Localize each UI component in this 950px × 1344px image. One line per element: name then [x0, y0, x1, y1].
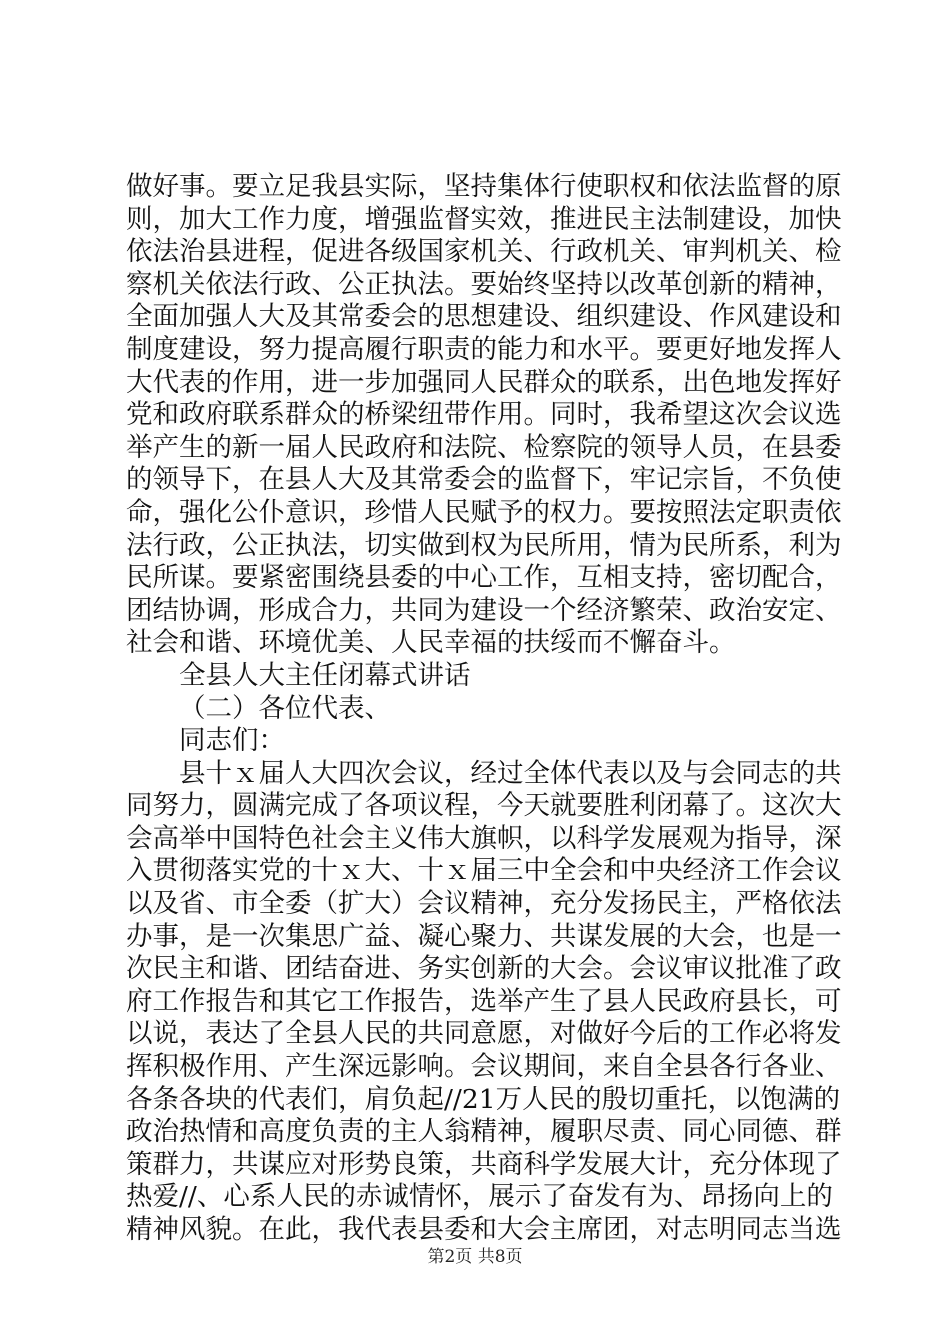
text-line: 依法治县进程，促进各级国家机关、行政机关、审判机关、检 — [126, 236, 842, 268]
text-line: 举产生的新一届人民政府和法院、检察院的领导人员，在县委 — [126, 431, 842, 463]
text-line: 法行政，公正执法，切实做到权为民所用，情为民所系，利为 — [126, 529, 842, 561]
text-line: 县十ｘ届人大四次会议，经过全体代表以及与会同志的共 — [179, 757, 842, 789]
text-line: 的领导下，在县人大及其常委会的监督下，牢记宗旨，不负使 — [126, 464, 842, 496]
text-line: 做好事。要立足我县实际，坚持集体行使职权和依法监督的原 — [126, 171, 842, 202]
text-line: 社会和谐、环境优美、人民幸福的扶绥而不懈奋斗。 — [126, 627, 736, 659]
text-line: 策群力，共谋应对形势良策，共商科学发展大计，充分体现了 — [126, 1148, 842, 1180]
text-line: 政治热情和高度负责的主人翁精神，履职尽责、同心同德、群 — [126, 1116, 842, 1148]
text-line: 会高举中国特色社会主义伟大旗帜，以科学发展观为指导，深 — [126, 822, 842, 854]
text-line: 民所谋。要紧密围绕县委的中心工作，互相支持，密切配合， — [126, 562, 842, 594]
body-text — [126, 171, 842, 1247]
text-line: 次民主和谐、团结奋进、务实创新的大会。会议审议批准了政 — [126, 953, 842, 985]
text-line: 热爱//、心系人民的赤诚情怀，展示了奋发有为、昂扬向上的 — [126, 1181, 833, 1213]
text-line: 同努力，圆满完成了各项议程，今天就要胜利闭幕了。这次大 — [126, 790, 842, 822]
text-line: 制度建设，努力提高履行职责的能力和水平。要更好地发挥人 — [126, 333, 842, 365]
text-line: 命，强化公仆意识，珍惜人民赋予的权力。要按照法定职责依 — [126, 496, 842, 528]
salutation: 同志们： — [179, 725, 285, 757]
text-line: 各条各块的代表们，肩负起//21万人民的殷切重托，以饱满的 — [126, 1083, 841, 1115]
text-line: 挥积极作用、产生深远影响。会议期间，来自全县各行各业、 — [126, 1051, 842, 1083]
text-line: 大代表的作用，进一步加强同人民群众的联系，出色地发挥好 — [126, 366, 842, 398]
text-line: 党和政府联系群众的桥梁纽带作用。同时，我希望这次会议选 — [126, 399, 842, 431]
text-line: 入贯彻落实党的十ｘ大、十ｘ届三中全会和中央经济工作会议 — [126, 855, 842, 887]
text-line: 全面加强人大及其常委会的思想建设、组织建设、作风建设和 — [126, 301, 842, 333]
page-number-footer: 第2页 共8页 — [427, 1247, 523, 1267]
section-subheading: （二）各位代表、 — [179, 692, 391, 724]
text-line: 以说，表达了全县人民的共同意愿，对做好今后的工作必将发 — [126, 1018, 842, 1050]
text-line: 团结协调，形成合力，共同为建设一个经济繁荣、政治安定、 — [126, 594, 842, 626]
section-heading: 全县人大主任闭幕式讲话 — [179, 659, 471, 691]
text-line: 精神风貌。在此，我代表县委和大会主席团，对志明同志当选 — [126, 1214, 842, 1245]
text-line: 办事，是一次集思广益、凝心聚力、共谋发展的大会，也是一 — [126, 920, 842, 952]
text-line: 府工作报告和其它工作报告，选举产生了县人民政府县长，可 — [126, 985, 842, 1017]
text-line: 以及省、市全委（扩大）会议精神，充分发扬民主，严格依法 — [126, 888, 842, 920]
text-line: 察机关依法行政、公正执法。要始终坚持以改革创新的精神， — [126, 268, 842, 300]
text-line: 则，加大工作力度，增强监督实效，推进民主法制建设，加快 — [126, 203, 842, 235]
